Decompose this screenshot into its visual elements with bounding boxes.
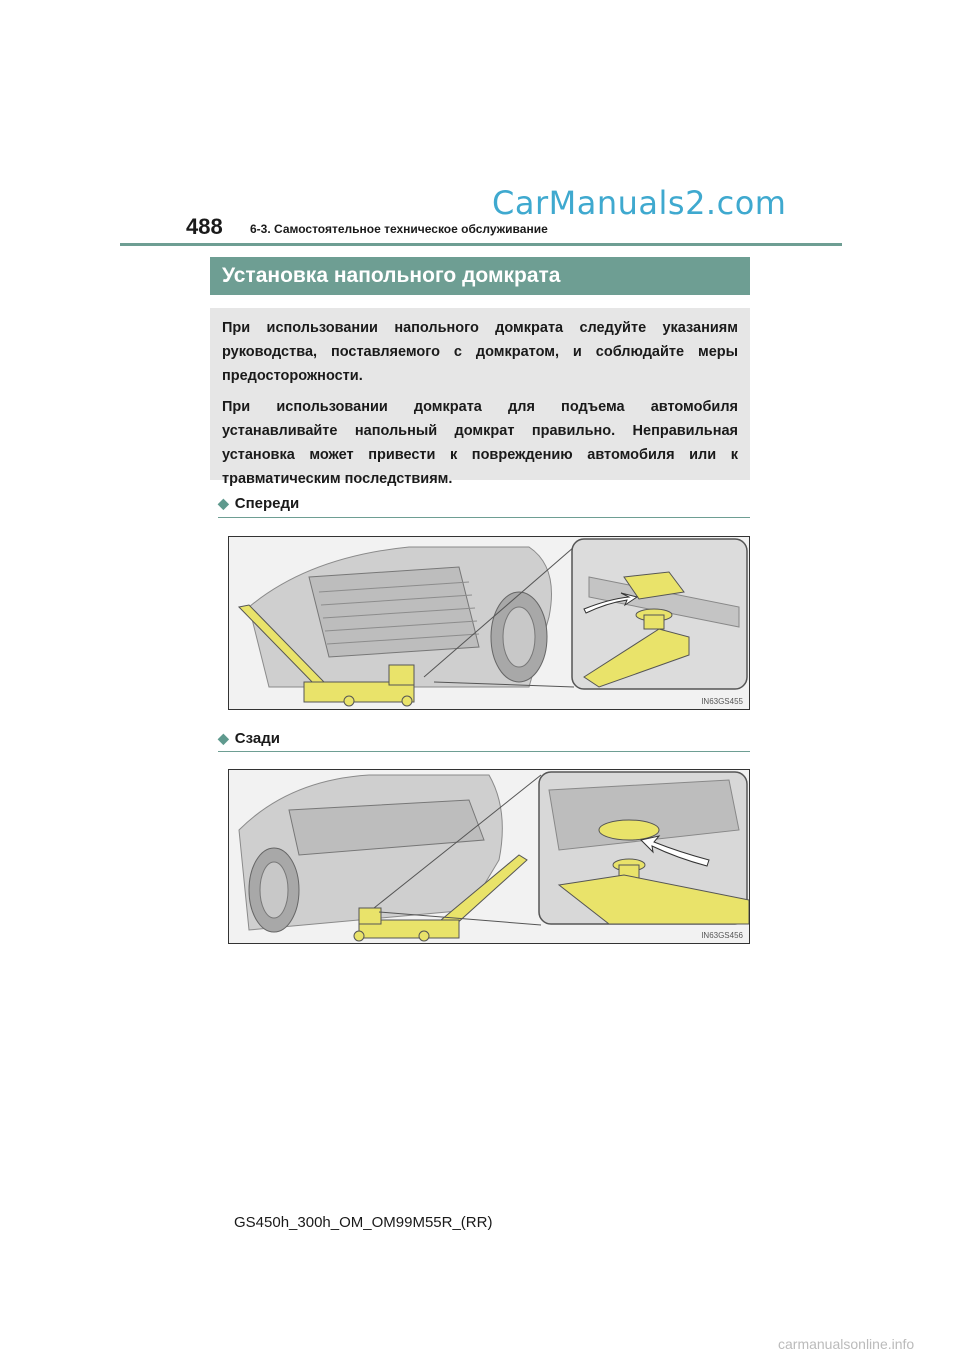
watermark[interactable]: CarManuals2.com <box>492 184 787 222</box>
subheading-rule <box>218 517 750 518</box>
figure-code: IN63GS455 <box>701 697 743 706</box>
section-title: 6-3. Самостоятельное техническое обслуживание <box>250 222 548 236</box>
rear-jack-illustration <box>229 770 749 943</box>
diamond-icon: ◆ <box>218 495 229 511</box>
figure-rear-jack <box>228 769 750 944</box>
intro-box <box>210 308 750 487</box>
page-title: Установка напольного домкрата <box>210 257 750 295</box>
subheading-rule <box>218 751 750 752</box>
figure-front-jack <box>228 536 750 710</box>
figure-code: IN63GS456 <box>701 931 743 940</box>
footer-site[interactable]: carmanualsonline.info <box>778 1336 915 1352</box>
front-jack-illustration <box>229 537 749 709</box>
intro-paragraph: При использовании напольного домкрата следуйте указаниям руководства, поставляемого с домкратом, и соблюдайте меры предосторожности. <box>222 320 738 384</box>
subheading-front-label: Спереди <box>234 495 300 512</box>
document-code: GS450h_300h_OM_OM99M55R_(RR) <box>234 1214 493 1231</box>
header-rule <box>120 243 842 246</box>
subheading-rear <box>218 730 280 747</box>
page-number: 488 <box>186 214 223 239</box>
intro-paragraph: При использовании домкрата для подъема автомобиля устанавливайте напольный домкрат правильно. Неправильная установка может привести к повреждению автомобиля или к травматическим последствиям. <box>222 399 738 487</box>
subheading-rear-label: Сзади <box>234 730 280 747</box>
diamond-icon: ◆ <box>218 730 229 746</box>
subheading-front <box>218 495 299 512</box>
